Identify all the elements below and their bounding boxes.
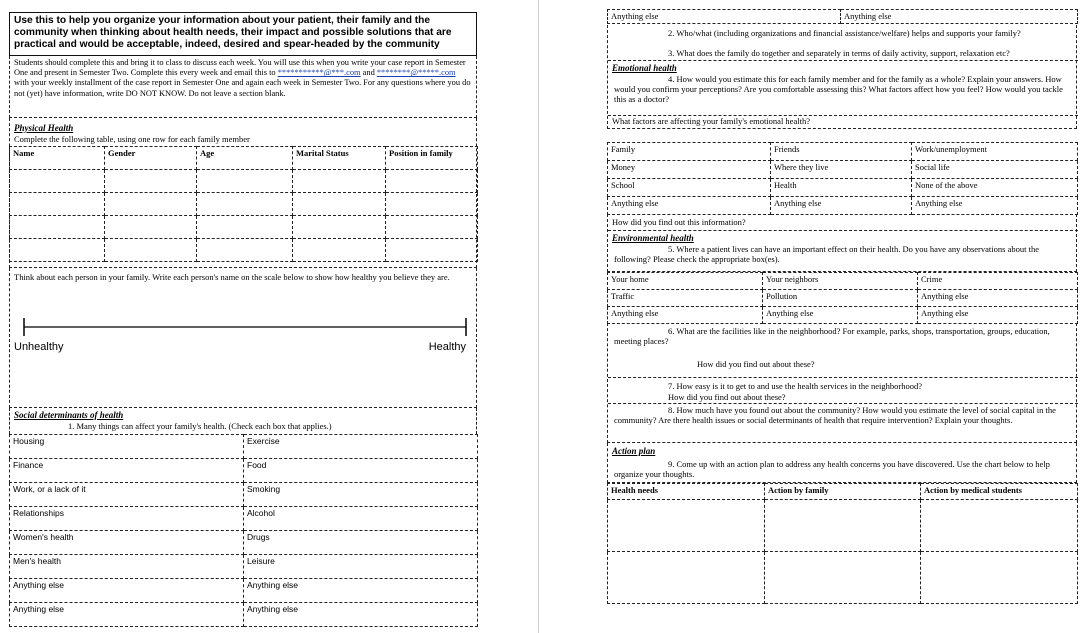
action-plan-section: [607, 443, 1077, 483]
checkbox-option[interactable]: Anything else: [608, 307, 763, 324]
checkbox-option[interactable]: Social life: [912, 161, 1078, 179]
checkbox-option[interactable]: Anything else: [244, 579, 478, 603]
table-cell[interactable]: [765, 552, 921, 604]
checkbox-option[interactable]: Food: [244, 459, 478, 483]
table-cell[interactable]: [197, 170, 293, 193]
checkbox-option[interactable]: Friends: [771, 143, 912, 161]
checkbox-option[interactable]: Anything else: [918, 307, 1078, 324]
social-determinant-row[interactable]: [10, 483, 478, 507]
environmental-factor-row[interactable]: [608, 290, 1078, 307]
table-header-row: [10, 147, 478, 170]
checkbox-option[interactable]: Crime: [918, 273, 1078, 290]
table-cell[interactable]: [293, 216, 386, 239]
table-cell[interactable]: [293, 193, 386, 216]
table-cell[interactable]: [105, 216, 197, 239]
page-divider: [538, 0, 539, 633]
emotional-find-out: How did you find out this information?: [612, 217, 746, 227]
action-plan-heading: Action plan: [612, 446, 656, 456]
intro-title: Use this to help you organize your information about your patient, their family and the community when thinking about health needs, their impact and possible solutions that are practical and would be acceptable, indeed, desired and spear-headed by the community: [14, 15, 452, 51]
question-1: 1. Many things can affect your family's health. (Check each box that applies.): [68, 421, 332, 431]
action-plan-table: [607, 483, 1078, 604]
table-cell[interactable]: [197, 216, 293, 239]
checkbox-option[interactable]: Your neighbors: [763, 273, 918, 290]
email-link-1[interactable]: ***********@***.com: [277, 68, 361, 78]
health-scale-section: [9, 268, 477, 408]
table-cell[interactable]: [197, 239, 293, 262]
question-2: 2. Who/what (including organizations and financial assistance/welfare) helps and supports your family?: [668, 28, 1021, 38]
checkbox-option[interactable]: Leisure: [244, 555, 478, 579]
environmental-block: [607, 214, 1077, 272]
health-scale-line[interactable]: [20, 316, 470, 338]
social-determinant-row[interactable]: [10, 435, 478, 459]
column-header-health-needs: Health needs: [608, 484, 765, 500]
question-6: 6. What are the facilities like in the neighborhood? For example, parks, shops, transportation, groups, education, meeting places?: [614, 326, 1050, 347]
column-header-action-by-family: Action by family: [765, 484, 921, 500]
emotional-factor-row[interactable]: [608, 197, 1078, 215]
checkbox-option[interactable]: Anything else: [763, 307, 918, 324]
checkbox-option[interactable]: Work/unemployment: [912, 143, 1078, 161]
table-cell[interactable]: [10, 239, 105, 262]
table-cell[interactable]: [608, 552, 765, 604]
table-cell[interactable]: [921, 500, 1078, 552]
question-4: 4. How would you estimate this for each family member and for the family as a whole? Explain your answers. How would you confirm your perceptions? Are you comfortable assessing this? What factors affect how you feel? How would you tackle this as a doctor?: [614, 74, 1063, 105]
table-cell[interactable]: [105, 239, 197, 262]
question-7: 7. How easy is it to get to and use the health services in the neighborhood?: [668, 381, 922, 391]
checkbox-option[interactable]: Anything else: [10, 603, 244, 627]
table-row[interactable]: [10, 216, 478, 239]
left-page: [9, 0, 477, 633]
checkbox-option[interactable]: Women's health: [10, 531, 244, 555]
table-cell[interactable]: [608, 500, 765, 552]
emotional-health-heading: Emotional health: [612, 63, 677, 73]
physical-health-heading: Physical Health: [14, 123, 74, 133]
checkbox-option[interactable]: Work, or a lack of it: [10, 483, 244, 507]
column-header-name: Name: [10, 147, 105, 170]
question-9: 9. Come up with an action plan to address any health concerns you have discovered. Use the chart below to help organize your thoughts.: [614, 459, 1050, 480]
environmental-factor-row[interactable]: [608, 273, 1078, 290]
checkbox-option[interactable]: Family: [608, 143, 771, 161]
table-cell[interactable]: [293, 170, 386, 193]
environmental-table: [607, 272, 1078, 324]
email-link-2[interactable]: ********@*****.com: [376, 68, 456, 78]
right-page: [607, 0, 1077, 633]
community-questions-block: [607, 323, 1077, 443]
social-determinant-row[interactable]: [10, 531, 478, 555]
checkbox-option[interactable]: Men's health: [10, 555, 244, 579]
column-header-position-in-family: Position in family: [386, 147, 478, 170]
instructions-text-1: Students should complete this and bring it to class to discuss each week. You will use this when you write your case report in Semester One and present in Semester Two. Complete this every week and email this to: [14, 58, 466, 78]
social-determinants-heading: Social determinants of health: [14, 410, 124, 420]
table-cell[interactable]: [386, 170, 478, 193]
checkbox-option[interactable]: Pollution: [763, 290, 918, 307]
column-header-action-by-medical-students: Action by medical students: [921, 484, 1078, 500]
continuation-cell-1[interactable]: Anything else: [608, 10, 841, 24]
checkbox-option[interactable]: Anything else: [244, 603, 478, 627]
social-determinant-row[interactable]: [10, 459, 478, 483]
checkbox-option[interactable]: Relationships: [10, 507, 244, 531]
column-header-marital-status: Marital Status: [293, 147, 386, 170]
environmental-factor-row[interactable]: [608, 307, 1078, 324]
table-cell[interactable]: [921, 552, 1078, 604]
table-cell[interactable]: [10, 170, 105, 193]
table-cell[interactable]: [197, 193, 293, 216]
instructions-text-2: with your weekly installment of the case report in Semester One and again each week in Semester Two. For any questions where you do not (yet) have information, write DO NOT KNOW. Do not leave a section blank.: [14, 78, 471, 98]
checkbox-option[interactable]: School: [608, 179, 771, 197]
emotional-factor-row[interactable]: [608, 179, 1078, 197]
checkbox-option[interactable]: Your home: [608, 273, 763, 290]
table-row[interactable]: [10, 239, 478, 262]
scale-label-healthy: Healthy: [428, 341, 466, 353]
question-6-follow-up: How did you find out about these?: [697, 359, 815, 369]
instructions-box: [9, 56, 477, 118]
emotional-factor-row[interactable]: [608, 143, 1078, 161]
table-cell[interactable]: [386, 239, 478, 262]
social-determinants-table: [9, 434, 478, 627]
question-3: 3. What does the family do together and separately in terms of daily activity, support, relaxation etc?: [668, 48, 1010, 58]
emotional-factors-question: What factors are affecting your family's emotional health?: [612, 116, 810, 126]
table-row[interactable]: [10, 193, 478, 216]
checkbox-option[interactable]: Health: [771, 179, 912, 197]
continuation-table: [607, 9, 1078, 24]
checkbox-option[interactable]: Money: [608, 161, 771, 179]
family-members-table: [9, 146, 478, 262]
environmental-health-heading: Environmental health: [612, 233, 694, 243]
question-8: 8. How much have you found out about the community? How would you estimate the level of social capital in the community? Are there health issues or social determinants of health that require intervention? Explain your thoughts.: [614, 405, 1056, 426]
and-text: and: [362, 68, 375, 78]
table-cell[interactable]: [105, 193, 197, 216]
continuation-cell-2[interactable]: Anything else: [841, 10, 1078, 24]
question-7-follow-up: How did you find out about these?: [668, 392, 786, 402]
intro-box: [9, 12, 477, 56]
checkbox-option[interactable]: Housing: [10, 435, 244, 459]
checkbox-option[interactable]: Exercise: [244, 435, 478, 459]
checkbox-option[interactable]: Where they live: [771, 161, 912, 179]
table-cell[interactable]: [386, 216, 478, 239]
table-cell[interactable]: [10, 216, 105, 239]
table-cell[interactable]: [293, 239, 386, 262]
table-cell[interactable]: [765, 500, 921, 552]
social-determinant-row[interactable]: [10, 507, 478, 531]
checkbox-option[interactable]: Anything else: [918, 290, 1078, 307]
checkbox-option[interactable]: Drugs: [244, 531, 478, 555]
checkbox-option[interactable]: Traffic: [608, 290, 763, 307]
physical-health-subtitle: Complete the following table, using one row for each family member: [14, 134, 250, 144]
checkbox-option[interactable]: Finance: [10, 459, 244, 483]
emotional-factor-row[interactable]: [608, 161, 1078, 179]
question-5: 5. Where a patient lives can have an important effect on their health. Do you have any observations about the following? Please check the appropriate box(es).: [614, 244, 1039, 265]
table-row[interactable]: [608, 500, 1078, 552]
emotional-factors-table: [607, 142, 1078, 215]
checkbox-option[interactable]: Anything else: [608, 197, 771, 215]
checkbox-option[interactable]: Anything else: [10, 579, 244, 603]
social-determinants-section: [9, 408, 477, 434]
social-determinant-row[interactable]: [10, 555, 478, 579]
checkbox-option[interactable]: Smoking: [244, 483, 478, 507]
column-header-age: Age: [197, 147, 293, 170]
table-cell[interactable]: [10, 193, 105, 216]
column-header-gender: Gender: [105, 147, 197, 170]
social-determinant-row[interactable]: [10, 603, 478, 627]
social-determinant-row[interactable]: [10, 579, 478, 603]
health-scale-prompt: Think about each person in your family. Write each person's name on the scale below to show how healthy you believe they are.: [14, 272, 450, 282]
checkbox-option[interactable]: Anything else: [771, 197, 912, 215]
table-cell[interactable]: [386, 193, 478, 216]
table-row[interactable]: [608, 552, 1078, 604]
scale-label-unhealthy: Unhealthy: [14, 341, 64, 353]
table-row[interactable]: [10, 170, 478, 193]
table-cell[interactable]: [105, 170, 197, 193]
checkbox-option[interactable]: Alcohol: [244, 507, 478, 531]
right-upper-block: [607, 25, 1077, 129]
checkbox-option[interactable]: Anything else: [912, 197, 1078, 215]
checkbox-option[interactable]: None of the above: [912, 179, 1078, 197]
